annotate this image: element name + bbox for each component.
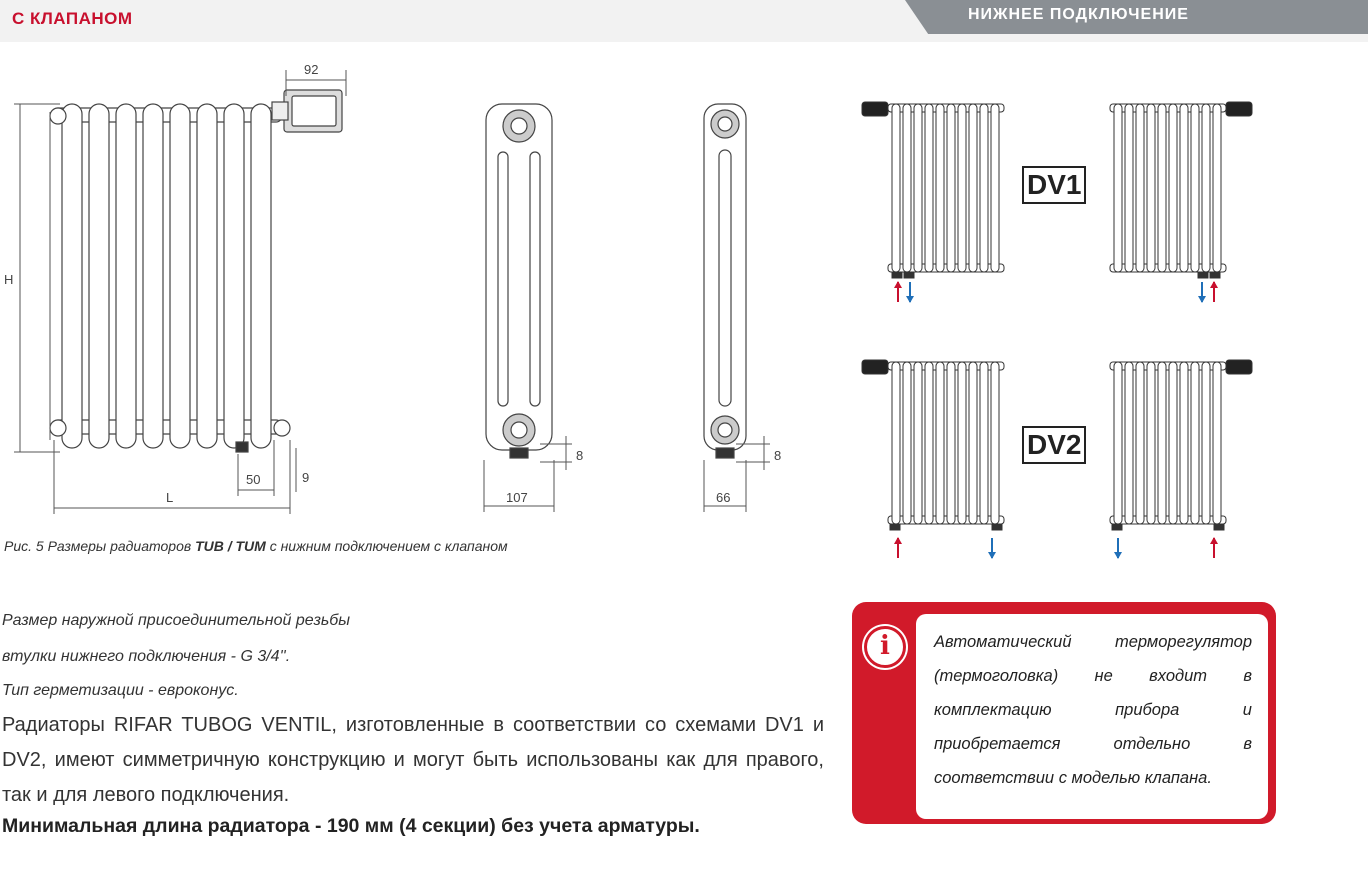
dim-107-label: 107 — [506, 490, 528, 505]
radiator-section — [89, 104, 109, 448]
radiator-section — [62, 104, 82, 448]
scheme-connector — [904, 272, 914, 278]
scheme-section — [947, 362, 955, 524]
scheme-section — [991, 362, 999, 524]
scheme-section — [1158, 104, 1166, 272]
scheme-section — [914, 104, 922, 272]
caption-models: TUB / TUM — [195, 538, 266, 554]
scheme-section — [958, 362, 966, 524]
scheme-section — [1191, 362, 1199, 524]
scheme-section — [892, 104, 900, 272]
radiator-section — [251, 104, 271, 448]
dim-8-label-b: 8 — [774, 448, 782, 463]
radiator-section — [197, 104, 217, 448]
scheme-section — [1169, 104, 1177, 272]
scheme-section — [958, 104, 966, 272]
scheme-section — [1202, 362, 1210, 524]
info-icon: i — [864, 626, 906, 668]
scheme-connector — [992, 524, 1002, 530]
scheme-section — [969, 362, 977, 524]
radiator-side-view-107 — [486, 104, 552, 458]
radiator-section — [143, 104, 163, 448]
scheme-radiator — [1110, 102, 1252, 278]
scheme-connector — [1210, 272, 1220, 278]
dim-50-label: 50 — [246, 472, 261, 487]
scheme-connector — [892, 272, 902, 278]
scheme-section — [903, 362, 911, 524]
scheme-section — [1114, 362, 1122, 524]
supply-arrow-up — [1210, 537, 1218, 558]
dim-92-label: 92 — [304, 62, 319, 77]
header-left-title: С КЛАПАНОМ — [12, 9, 133, 28]
radiator-section — [170, 104, 190, 448]
supply-arrow-up — [894, 537, 902, 558]
scheme-valve — [862, 102, 888, 116]
scheme-section — [1125, 362, 1133, 524]
scheme-valve — [1226, 102, 1252, 116]
radiator-side-view-66 — [704, 104, 746, 458]
scheme-section — [1114, 104, 1122, 272]
scheme-section — [1191, 104, 1199, 272]
scheme-radiator — [862, 102, 1004, 278]
scheme-valve — [1226, 360, 1252, 374]
spec-line-3: Тип герметизации - евроконус. — [2, 682, 239, 699]
scheme-section — [1136, 104, 1144, 272]
dim-H-label: H — [4, 272, 14, 287]
info-text: Автоматический терморегулятор (термоголовка) не входит в комплектацию прибора и приобретается отдельно в соответствии с моделью клапана. — [934, 633, 1252, 787]
radiator-section — [224, 104, 244, 448]
caption-prefix: Рис. 5 Размеры радиаторов — [4, 538, 196, 554]
radiator-sections — [62, 104, 271, 448]
scheme-section — [925, 104, 933, 272]
return-arrow-down — [1198, 282, 1206, 303]
scheme-section — [1125, 104, 1133, 272]
dim-8-label-a: 8 — [576, 448, 584, 463]
scheme-radiator — [1110, 360, 1252, 530]
scheme-section — [903, 104, 911, 272]
scheme-section — [980, 104, 988, 272]
min-length-note: Минимальная длина радиатора - 190 мм (4 секции) без учета арматуры. — [2, 815, 700, 837]
scheme-section — [892, 362, 900, 524]
return-arrow-down — [1114, 538, 1122, 559]
scheme-section — [1147, 362, 1155, 524]
scheme-section — [936, 104, 944, 272]
scheme-connector — [1198, 272, 1208, 278]
scheme-section — [1158, 362, 1166, 524]
radiator-front-view — [50, 90, 342, 452]
scheme-section — [969, 104, 977, 272]
scheme-section — [991, 104, 999, 272]
scheme-section — [936, 362, 944, 524]
scheme-section — [1213, 104, 1221, 272]
return-arrow-down — [906, 282, 914, 303]
scheme-connector — [1112, 524, 1122, 530]
scheme-section — [1180, 362, 1188, 524]
dv1-label: DV1 — [1022, 166, 1086, 204]
dim-9-label: 9 — [302, 470, 310, 485]
scheme-section — [1202, 104, 1210, 272]
header-right-title: НИЖНЕЕ ПОДКЛЮЧЕНИЕ — [968, 6, 1189, 23]
supply-arrow-up — [1210, 281, 1218, 302]
scheme-section — [1169, 362, 1177, 524]
description-paragraph: Радиаторы RIFAR TUBOG VENTIL, изготовленные в соответствии со схемами DV1 и DV2, имеют симметричную конструкцию и могут быть использованы как для правого, так и для левого подключения. — [2, 714, 824, 806]
dv2-label: DV2 — [1022, 426, 1086, 464]
supply-arrow-up — [894, 281, 902, 302]
scheme-section — [925, 362, 933, 524]
scheme-connector — [890, 524, 900, 530]
scheme-valve — [862, 360, 888, 374]
scheme-section — [1180, 104, 1188, 272]
scheme-section — [914, 362, 922, 524]
spec-line-2: втулки нижнего подключения - G 3/4''. — [2, 648, 291, 665]
dim-66-label: 66 — [716, 490, 731, 505]
scheme-connector — [1214, 524, 1224, 530]
scheme-section — [1213, 362, 1221, 524]
scheme-section — [1136, 362, 1144, 524]
dim-L-label: L — [166, 490, 174, 505]
scheme-section — [947, 104, 955, 272]
scheme-section — [1147, 104, 1155, 272]
spec-line-1: Размер наружной присоединительной резьбы — [2, 612, 351, 629]
return-arrow-down — [988, 538, 996, 559]
radiator-section — [116, 104, 136, 448]
scheme-radiator — [862, 360, 1004, 530]
caption-suffix: с нижним подключением с клапаном — [265, 538, 508, 554]
figure-caption — [4, 538, 508, 554]
scheme-section — [980, 362, 988, 524]
